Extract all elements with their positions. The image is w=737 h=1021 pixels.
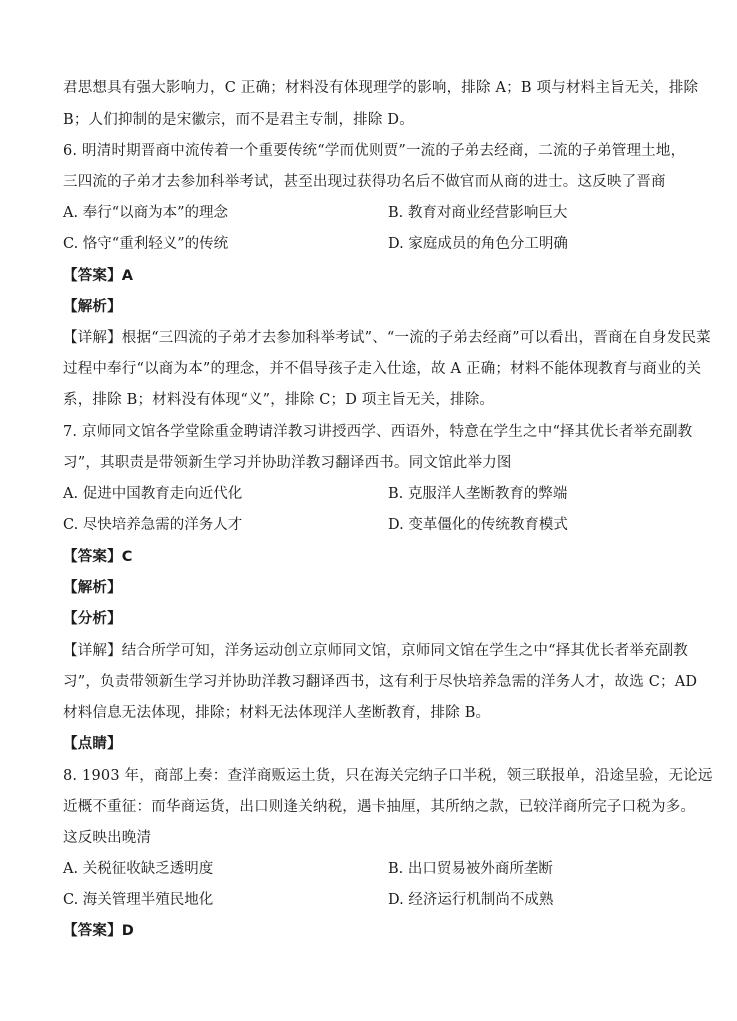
q8-stem-line-2: 近概不重征：而华商运货，出口则逢关纳税，遇卡抽厘，其所纳之款，已较洋商所完子口税为多。 xyxy=(63,799,696,815)
q7-option-c: C. 尽快培养急需的洋务人才 xyxy=(63,517,243,533)
q6-options-row-1 xyxy=(63,203,683,223)
intro-line-1: 君思想具有强大影响力，C 正确；材料没有体现理学的影响，排除 A；B 项与材料主旨无关，排除 xyxy=(63,80,699,96)
q7-option-b: B. 克服洋人垄断教育的弊端 xyxy=(388,486,568,502)
q7-stem-line-1: 7. 京师同文馆各学堂除重金聘请洋教习讲授西学、西语外，特意在学生之中“择其优长者举充副教 xyxy=(63,424,693,440)
q6-stem-line-1: 6. 明清时期晋商中流传着一个重要传统“学而优则贾”一流的子弟去经商，二流的子弟管理土地， xyxy=(63,143,686,159)
q8-option-c: C. 海关管理半殖民地化 xyxy=(63,892,214,908)
q6-detail-line-2: 过程中奉行“以商为本”的理念，并不倡导孩子走入仕途，故 A 正确；材料不能体现教育与商业的关 xyxy=(63,361,702,377)
q7-option-d: D. 变革僵化的传统教育模式 xyxy=(388,517,568,533)
q8-options-row-1 xyxy=(63,859,683,879)
q7-option-a: A. 促进中国教育走向近代化 xyxy=(63,486,243,502)
intro-line-2: B；人们抑制的是宋徽宗，而不是君主专制，排除 D。 xyxy=(63,112,414,128)
q6-detail-line-3: 系，排除 B；材料没有体现“义”，排除 C；D 项主旨无关，排除。 xyxy=(63,392,495,408)
q8-option-b: B. 出口贸易被外商所垄断 xyxy=(388,861,553,877)
q8-option-d: D. 经济运行机制尚不成熟 xyxy=(388,892,554,908)
q7-analysis-heading: 【解析】 xyxy=(63,580,122,596)
q8-stem-line-1: 8. 1903 年，商部上奏：查洋商贩运土货，只在海关完纳子口半税，领三联报单，沿途呈验，无论远 xyxy=(63,768,713,784)
q7-fenxi-heading: 【分析】 xyxy=(63,611,122,627)
q7-answer: 【答案】C xyxy=(63,549,133,565)
q7-detail-line-2: 习”，负责带领新生学习并协助洋教习翻译西书，这有利于尽快培养急需的洋务人才，故选 C；AD xyxy=(63,674,698,690)
q7-dianjing-heading: 【点睛】 xyxy=(63,736,122,752)
q6-option-c: C. 恪守“重利轻义”的传统 xyxy=(63,236,229,252)
q6-analysis-heading: 【解析】 xyxy=(63,299,122,315)
q7-options-row-2 xyxy=(63,515,683,535)
q8-options-row-2 xyxy=(63,890,683,910)
q6-stem-line-2: 三四流的子弟才去参加科举考试，甚至出现过获得功名后不做官而从商的进士。这反映了晋商 xyxy=(63,174,666,190)
q6-options-row-2 xyxy=(63,234,683,254)
q7-detail-line-3: 材料信息无法体现，排除；材料无法体现洋人垄断教育，排除 B。 xyxy=(63,705,491,721)
q6-option-a: A. 奉行“以商为本”的理念 xyxy=(63,205,229,221)
q6-option-d: D. 家庭成员的角色分工明确 xyxy=(388,236,568,252)
q8-stem-line-3: 这反映出晚清 xyxy=(63,830,152,846)
q7-options-row-1 xyxy=(63,484,683,504)
q7-stem-line-2: 习”，其职责是带领新生学习并协助洋教习翻译西书。同文馆此举力图 xyxy=(63,455,512,471)
q6-option-b: B. 教育对商业经营影响巨大 xyxy=(388,205,568,221)
q8-answer: 【答案】D xyxy=(63,923,135,939)
q6-detail-line-1: 【详解】根据“三四流的子弟才去参加科举考试”、“一流的子弟去经商”可以看出，晋商在自身发民菜 xyxy=(63,330,711,346)
q8-option-a: A. 关税征收缺乏透明度 xyxy=(63,861,214,877)
q7-detail-line-1: 【详解】结合所学可知，洋务运动创立京师同文馆，京师同文馆在学生之中“择其优长者举充副教 xyxy=(63,643,689,659)
q6-answer: 【答案】A xyxy=(63,268,134,284)
